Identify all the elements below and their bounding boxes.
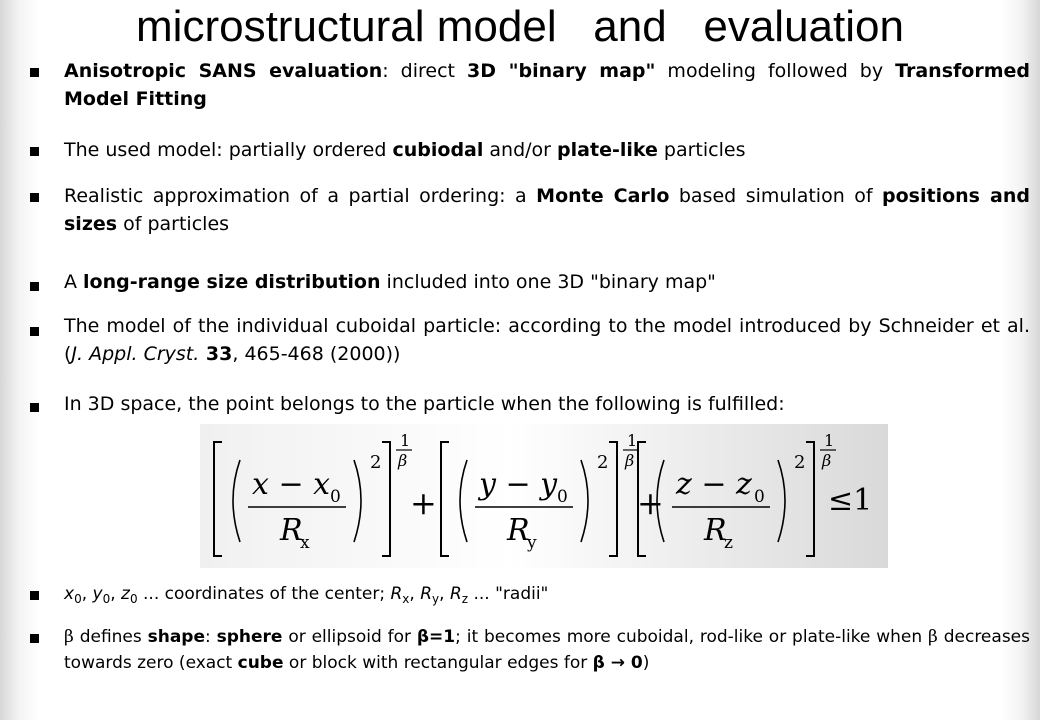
paren-right [354, 460, 361, 542]
shape-text: or ellipsoid for [282, 627, 417, 647]
radius-r: R [390, 584, 403, 604]
bullet-5-journal: J. Appl. Cryst. [71, 343, 200, 365]
bullet-6 [64, 390, 1030, 418]
bullet-2-bold-cuboidal: cubiodal [392, 139, 484, 161]
bullet-5-volume: 33 [199, 343, 233, 365]
paren-left [460, 460, 467, 542]
coords-text: ... coordinates of the center; [137, 584, 391, 604]
shape-bold: shape [147, 627, 206, 647]
bullet-4-text-2: included into one 3D "binary map" [380, 271, 716, 293]
exponent-2: 2 [794, 452, 806, 473]
numerator-subscript: 0 [754, 487, 765, 507]
bullet-marker [30, 68, 39, 77]
denominator-subscript: y [527, 533, 537, 553]
exponent-num: 1 [627, 431, 638, 450]
coord-z: z [121, 584, 130, 604]
shape-text: or block with rectangular edges for [283, 653, 593, 673]
bullet-6-text: In 3D space, the point belongs to the particle when the following is fulfilled: [64, 393, 785, 415]
bullet-2-text-3: particles [657, 139, 746, 161]
bullet-marker [30, 403, 39, 412]
slide-title: microstructural model and evaluation [136, 2, 904, 51]
bullet-3-bold-montecarlo: Monte Carlo [536, 185, 670, 207]
bracket-right [609, 442, 617, 556]
bullet-3-text-2: based simulation of [669, 185, 883, 207]
superellipsoid-formula [200, 424, 888, 568]
bullet-3-text-3: of particles [117, 213, 230, 235]
bullet-4 [64, 268, 1030, 296]
bullet-4-text: A [64, 271, 84, 293]
bracket-right [806, 442, 814, 556]
bullet-1 [64, 57, 1030, 113]
beta-symbol: β [64, 627, 74, 647]
bullet-2 [64, 136, 1030, 164]
exponent-num: 1 [400, 431, 411, 450]
shape-text: defines [73, 627, 148, 647]
coord-x: x [64, 584, 75, 604]
shape-text: : [205, 627, 217, 647]
sub-0: 0 [102, 592, 111, 606]
numerator: x − x [252, 467, 331, 502]
numerator-subscript: 0 [557, 487, 568, 507]
bullet-1-bold-term: Anisotropic SANS evaluation [64, 60, 383, 82]
exponent-2: 2 [370, 452, 382, 473]
relation: ≤1 [828, 483, 873, 518]
sep: , [81, 584, 93, 604]
bullet-5 [64, 312, 1030, 368]
paren-left [233, 460, 240, 542]
exponent-den: β [625, 451, 635, 470]
cube-bold: cube [237, 653, 284, 673]
shape-text: ) [642, 653, 650, 673]
beta-limit: β → 0 [592, 653, 643, 673]
bullet-2-bold-plate: plate-like [557, 139, 658, 161]
exponent-den: β [398, 451, 408, 470]
bullet-2-text-2: and/or [483, 139, 558, 161]
paren-right [581, 460, 588, 542]
bullet-3-text: Realistic approximation of a partial ordering: a [64, 185, 537, 207]
bullet-marker [30, 282, 39, 291]
exponent-den: β [822, 451, 832, 470]
bullet-1-text-2: modeling followed by [655, 60, 896, 82]
bracket-right [382, 442, 390, 556]
bullet-5-text: The model of the individual cuboidal particle: according to the model introduced by Schneider et al. ( [64, 315, 1030, 365]
denominator: R [507, 513, 530, 548]
note-shape [64, 624, 1030, 676]
bullet-3-bold-positions: positions and sizes [64, 185, 1030, 235]
exponent-num: 1 [824, 431, 835, 450]
bullet-4-bold-distribution: long-range size distribution [83, 271, 381, 293]
sub-0: 0 [74, 592, 82, 606]
sub-y: y [432, 592, 440, 606]
plus-sign: + [410, 484, 437, 522]
sep: , [409, 584, 421, 604]
numerator: y − y [479, 467, 558, 502]
bracket-left [441, 442, 449, 556]
radius-r: R [449, 584, 462, 604]
bullet-5-pages: , 465-468 (2000)) [232, 343, 401, 365]
denominator: R [704, 513, 727, 548]
radii-text: ... "radii" [468, 584, 549, 604]
beta-one: β=1 [416, 627, 456, 647]
bracket-left [214, 442, 222, 556]
denominator: R [280, 513, 303, 548]
sphere-bold: sphere [216, 627, 283, 647]
shape-text: decreases towards zero (exact [64, 627, 1030, 673]
bullet-1-bold-fitting: Transformed Model Fitting [64, 60, 1030, 110]
bullet-1-text: : direct [382, 60, 468, 82]
sub-0: 0 [129, 592, 138, 606]
bullet-marker [30, 193, 39, 202]
beta-symbol: β [928, 627, 938, 647]
bullet-2-text: The used model: partially ordered [64, 139, 393, 161]
exponent-2: 2 [597, 452, 609, 473]
formula-box [200, 424, 888, 568]
paren-right [778, 460, 785, 542]
bullet-1-bold-map: 3D "binary map" [467, 60, 656, 82]
coord-y: y [92, 584, 103, 604]
sub-z: z [461, 592, 469, 606]
bullet-3 [64, 182, 1030, 238]
sep: , [110, 584, 122, 604]
denominator-subscript: x [300, 533, 310, 553]
bullet-marker [30, 591, 39, 600]
shape-text: ; it becomes more cuboidal, rod-like or plate-like when [455, 627, 929, 647]
bullet-marker [30, 634, 39, 643]
numerator-subscript: 0 [330, 487, 341, 507]
sub-x: x [402, 592, 410, 606]
numerator: z − z [676, 467, 752, 502]
plus-sign: + [637, 484, 664, 522]
radius-r: R [420, 584, 433, 604]
denominator-subscript: z [724, 533, 733, 553]
sep: , [439, 584, 450, 604]
bullet-marker [30, 147, 39, 156]
bullet-marker [30, 327, 39, 336]
note-coordinates [64, 581, 1030, 612]
